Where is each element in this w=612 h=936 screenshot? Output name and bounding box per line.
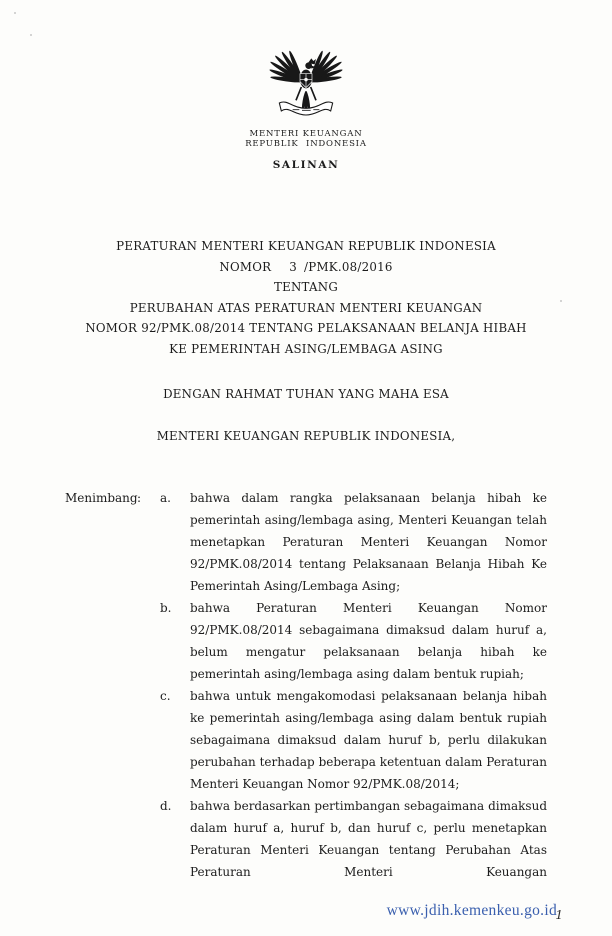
item-text: bahwa untuk mengakomodasi pelaksanaan belanja hibah ke pemerintah asing/lembaga asing dalam bentuk rupiah sebagaimana dimaksud dalam huruf b, perlu dilakukan perubahan terhadap beberapa ketentuan dalam Peraturan Menteri Keuangan Nomor 92/PMK.08/2014;	[190, 689, 547, 791]
consideration-item-b	[160, 597, 547, 685]
tentang-label: TENTANG	[273, 280, 339, 294]
garuda-pancasila-emblem-icon	[266, 42, 346, 124]
menimbang-separator: :	[137, 491, 142, 505]
letterhead	[0, 42, 612, 171]
invocation-line: DENGAN RAHMAT TUHAN YANG MAHA ESA	[163, 387, 449, 401]
regulation-title-block	[40, 236, 572, 446]
nomor-value: 3	[289, 259, 298, 274]
item-letter: b.	[160, 601, 172, 615]
nomor-suffix: /PMK.08/2016	[304, 259, 393, 274]
copy-stamp-label: SALINAN	[272, 159, 340, 171]
item-text: bahwa Peraturan Menteri Keuangan Nomor 92/PMK.08/2014 sebagaimana dimaksud dalam huruf a, belum mengatur pelaksanaan belanja hibah ke pemerintah asing/lembaga asing dalam bentuk rupiah;	[190, 601, 547, 681]
consideration-item-d	[160, 795, 547, 883]
scan-speck	[30, 34, 32, 36]
item-letter: d.	[160, 799, 172, 813]
ministry-name-line2: REPUBLIK INDONESIA	[245, 139, 367, 149]
item-text: bahwa berdasarkan pertimbangan sebagaimana dimaksud dalam huruf a, huruf b, dan huruf c, perlu menetapkan Peraturan Menteri Keuangan tentang Perubahan Atas Peraturan Menteri Keuangan	[190, 799, 547, 879]
regulation-number-line	[40, 257, 572, 278]
subject-line-3: KE PEMERINTAH ASING/LEMBAGA ASING	[169, 341, 443, 356]
consideration-item-a	[160, 487, 547, 597]
issuer-line: MENTERI KEUANGAN REPUBLIK INDONESIA,	[156, 428, 456, 443]
menimbang-label: Menimbang	[65, 491, 138, 505]
scan-speck	[560, 300, 562, 302]
page-number: 1	[555, 908, 563, 922]
considerations-section	[65, 487, 547, 883]
nomor-label: NOMOR	[219, 259, 272, 274]
item-letter: a.	[160, 491, 171, 505]
item-text: bahwa dalam rangka pelaksanaan belanja hibah ke pemerintah asing/lembaga asing, Menteri Keuangan telah menetapkan Peraturan Menteri Keuangan Nomor 92/PMK.08/2014 tentang Pelaksanaan Belanja Hibah Ke Pemerintah Asing/Lembaga Asing;	[190, 491, 547, 593]
subject-line-2: NOMOR 92/PMK.08/2014 TENTANG PELAKSANAAN BELANJA HIBAH	[85, 321, 527, 335]
regulation-title-line: PERATURAN MENTERI KEUANGAN REPUBLIK INDONESIA	[116, 239, 496, 253]
consideration-list	[160, 487, 547, 883]
item-letter: c.	[160, 689, 171, 703]
scan-speck	[14, 12, 16, 14]
jdih-watermark-link[interactable]: www.jdih.kemenkeu.go.id	[386, 902, 557, 919]
subject-line-1: PERUBAHAN ATAS PERATURAN MENTERI KEUANGAN	[129, 300, 483, 315]
ministry-name-line1: MENTERI KEUANGAN	[249, 129, 363, 139]
consideration-item-c	[160, 685, 547, 795]
